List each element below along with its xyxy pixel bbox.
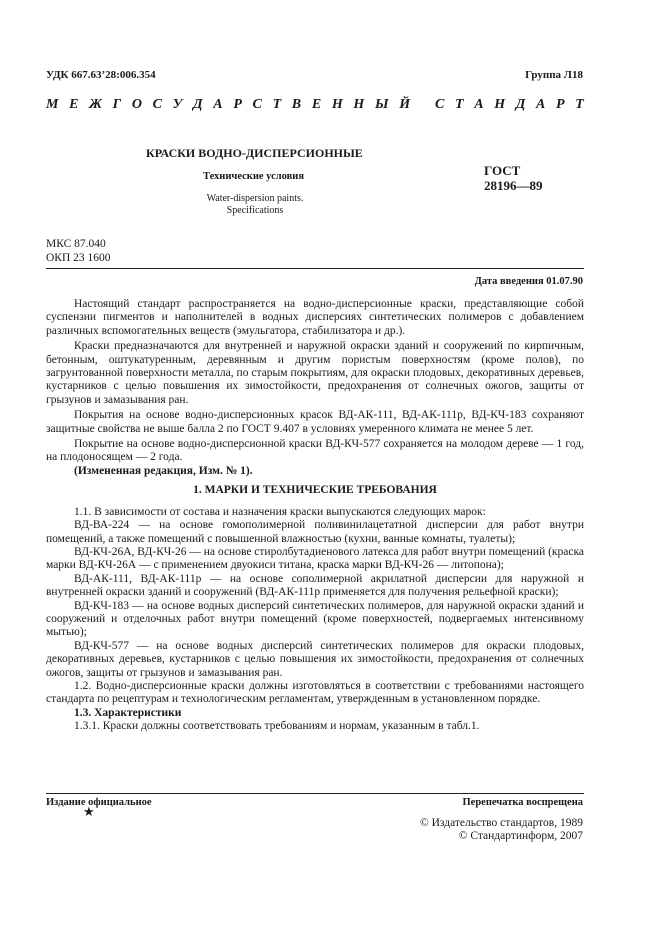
group-code: Группа Л18: [525, 69, 583, 81]
english-title-line1: Water-dispersion paints.: [206, 193, 304, 204]
clause-item: ВД-КЧ-577 — на основе водных дисперсий синтетических полимеров для окраски плодовых, декоративных деревьев, кустарников с целью повышения их зимостойкости, предохранения от солнечных ожогов, защиты от грызунов и замазывания ран.: [46, 639, 584, 679]
standard-banner: [46, 97, 584, 113]
udk-code: УДК 667.63’28:006.354: [46, 69, 156, 81]
document-title: КРАСКИ ВОДНО-ДИСПЕРСИОННЫЕ: [146, 146, 363, 160]
introduction-date: Дата введения 01.07.90: [474, 276, 583, 287]
clause: 1.1. В зависимости от состава и назначения краски выпускаются следующих марок:: [74, 505, 486, 518]
banner-letter: Д: [515, 97, 526, 112]
official-edition-label: Издание официальное: [46, 797, 152, 808]
gost-label: ГОСТ: [484, 163, 521, 178]
header-divider: [46, 268, 584, 269]
banner-letter: Р: [233, 97, 242, 112]
banner-letter: Н: [353, 97, 365, 112]
subsection-heading: 1.3. Характеристики: [74, 706, 182, 719]
banner-letter: С: [152, 97, 162, 112]
okp-code: ОКП 23 1600: [46, 252, 111, 264]
paragraph: Покрытия на основе водно-дисперсионных красок ВД-АК-111, ВД-АК-111р, ВД-КЧ-183 сохраняют защитные свойства не выше балла 2 по ГОСТ 9.407 в условиях умеренного климата не менее 5 лет.: [46, 409, 584, 435]
banner-letter: С: [434, 97, 445, 112]
banner-letter: С: [252, 97, 262, 112]
banner-letter: [421, 97, 425, 113]
banner-letter: В: [291, 97, 302, 112]
english-title: [180, 193, 330, 217]
banner-letter: Ы: [374, 97, 389, 112]
copyright-line: © Издательство стандартов, 1989: [419, 817, 583, 829]
banner-letter: Е: [69, 97, 79, 112]
clause-item: ВД-КЧ-26А, ВД-КЧ-26 — на основе стиролбутадиенового латекса для работ внутри помещений (краска марки ВД-КЧ-26А — с применением двуокиси титана, краска марки ВД-КЧ-26 — литопона);: [46, 545, 584, 572]
banner-letter: А: [213, 97, 223, 112]
clause: 1.2. Водно-дисперсионные краски должны изготовляться в соответствии с требованиями настоящего стандарта по рецептурам и технологическим регламентам, утвержденным в установленном порядке.: [46, 679, 584, 706]
paragraph: Настоящий стандарт распространяется на водно-дисперсионные краски, представляющие собой суспензии пигментов и наполнителей в водных дисперсиях синтетических полимеров с добавлением различных вспомогательных веществ (эмульгатора, стабилизатора и др.).: [46, 298, 584, 337]
classification-codes: [46, 237, 111, 265]
footer-divider: [46, 793, 584, 794]
section-heading: 1. МАРКИ И ТЕХНИЧЕСКИЕ ТРЕБОВАНИЯ: [193, 484, 437, 497]
clause-item: ВД-АК-111, ВД-АК-111р — на основе сополимерной акрилатной дисперсии для наружной и внутренней окраски зданий и сооружений (ВД-АК-111р применяется для получения рельефной краски);: [46, 572, 584, 599]
clause-item: ВД-КЧ-183 — на основе водных дисперсий синтетических полимеров, для наружной окраски зданий и сооружений и отделочных работ внутри помещений (кроме поверхностей, подвергаемых интенсивному мытью);: [46, 599, 584, 639]
copyright-line: © Стандартинформ, 2007: [458, 830, 583, 842]
banner-letter: Е: [311, 97, 322, 112]
banner-letter: О: [131, 97, 142, 112]
gost-number: 28196—89: [484, 178, 543, 193]
paragraph: Покрытие на основе водно-дисперсионной краски ВД-КЧ-577 сохраняется на молодом дереве — 1 год, на плодоносящем — 2 года.: [46, 438, 584, 464]
banner-letter: Т: [575, 97, 584, 112]
gost-block: [484, 163, 543, 193]
english-title-line2: Specifications: [226, 205, 284, 216]
banner-letter: А: [474, 97, 484, 112]
banner-letter: У: [172, 97, 183, 112]
banner-letter: Н: [331, 97, 343, 112]
amendment-note: (Измененная редакция, Изм. № 1).: [74, 464, 253, 477]
banner-letter: Г: [112, 97, 122, 112]
banner-letter: М: [46, 97, 59, 112]
banner-letter: Р: [556, 97, 565, 112]
document-body: [46, 298, 584, 734]
paragraph: Краски предназначаются для внутренней и наружной окраски зданий и сооружений по кирпичным, бетонным, оштукатуренным, деревянным и другим пористым поверхностям (кроме полов), по загрунтованной поверхности металла, по старым покрытиям, для окраски плодовых, декоративных деревьев, кустарников с целью повышения их зимостойкости, предохранения от солнечных ожогов, защиты от грызунов и замазывания ран.: [46, 340, 584, 406]
clause-item: ВД-ВА-224 — на основе гомополимерной поливинилацетатной дисперсии для работ внутри помещений, а также помещений с повышенной влажностью (кухни, ванные комнаты, туалеты);: [46, 519, 584, 545]
mks-code: МКС 87.040: [46, 238, 106, 250]
document-subtitle: Технические условия: [203, 171, 305, 182]
copyright-block: [420, 817, 583, 843]
banner-letter: А: [536, 97, 546, 112]
banner-letter: Н: [494, 97, 506, 112]
banner-letter: Ж: [89, 97, 102, 112]
banner-letter: Й: [399, 97, 411, 112]
banner-letter: Т: [272, 97, 282, 112]
clause: 1.3.1. Краски должны соответствовать требованиям и нормам, указанным в табл.1.: [74, 720, 480, 733]
reprint-prohibited-label: Перепечатка воспрещена: [462, 797, 583, 808]
banner-letter: Д: [193, 97, 203, 112]
banner-letter: Т: [454, 97, 464, 112]
star-icon: ★: [83, 804, 95, 819]
